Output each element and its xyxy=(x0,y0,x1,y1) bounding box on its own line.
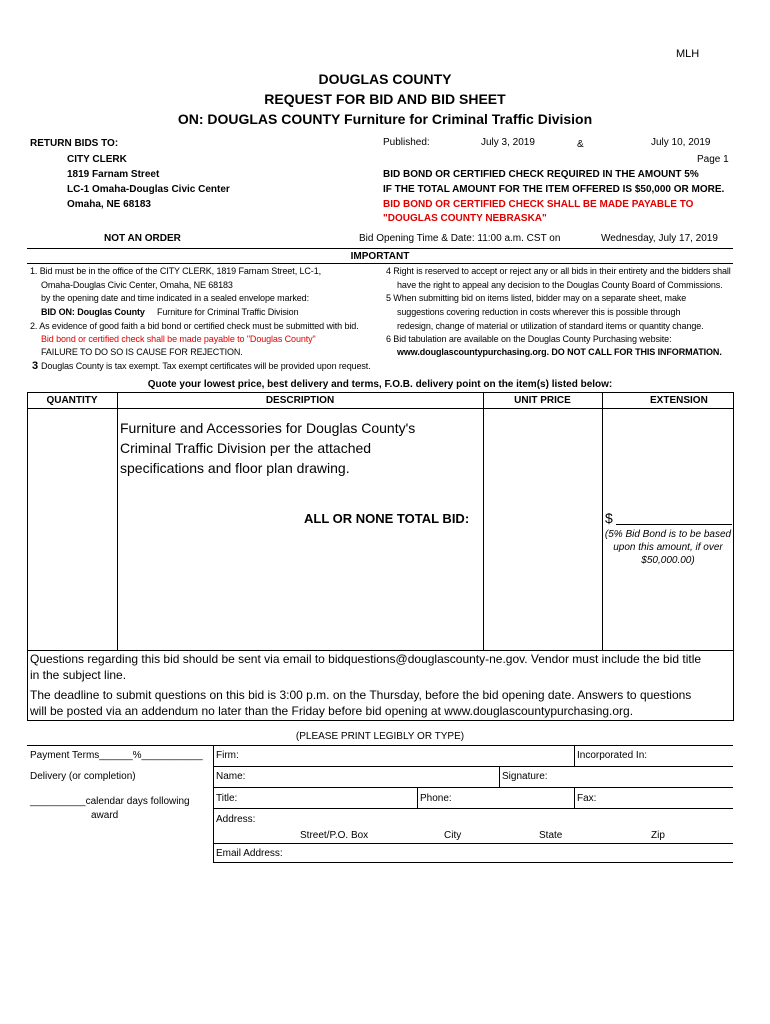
city-label: City xyxy=(444,830,462,841)
questions-line-1: Questions regarding this bid should be sent via email to bidquestions@douglascounty-ne.gov. Vendor must include the bid title xyxy=(30,652,702,666)
form-cell-divider xyxy=(574,745,575,766)
bid-opening-date: Wednesday, July 17, 2019 xyxy=(601,233,718,244)
important-right-6: 6 Bid tabulation are available on the Douglas County Purchasing website: xyxy=(386,334,672,344)
published-date-1: July 3, 2019 xyxy=(481,137,535,148)
bid-subject-title: ON: DOUGLAS COUNTY Furniture for Criminal Traffic Division xyxy=(177,111,593,127)
form-bottom-border xyxy=(213,862,733,863)
col-quantity: QUANTITY xyxy=(46,395,98,406)
table-right-border xyxy=(733,392,734,720)
col-description: DESCRIPTION xyxy=(265,395,335,406)
deadline-line-2: will be posted via an addendum no later than the Friday before bid opening at www.douglascountypurchasing.org. xyxy=(30,704,634,718)
total-bid-label: ALL OR NONE TOTAL BID: xyxy=(304,511,470,526)
important-right-3: 5 When submitting bid on items listed, bidder may on a separate sheet, make xyxy=(386,293,687,303)
phone-field[interactable]: Phone: xyxy=(420,793,452,804)
questions-bottom-border xyxy=(27,720,734,721)
delivery-label: Delivery (or completion) xyxy=(30,771,136,782)
divider xyxy=(27,263,733,264)
published-label: Published: xyxy=(383,137,430,148)
incorporated-field[interactable]: Incorporated In: xyxy=(577,750,648,761)
table-top-border xyxy=(27,392,733,393)
important-item-3-number: 3 xyxy=(32,360,39,372)
name-field[interactable]: Name: xyxy=(216,771,246,782)
return-bids-label: RETURN BIDS TO: xyxy=(30,138,119,149)
form-cell-divider xyxy=(417,787,418,808)
bond-red-line-1: BID BOND OR CERTIFIED CHECK SHALL BE MADE PAYABLE TO xyxy=(383,199,694,210)
important-line-5: 2. As evidence of good faith a bid bond or certified check must be submitted with bid. xyxy=(30,321,359,331)
important-bid-on-subject: Furniture for Criminal Traffic Division xyxy=(157,307,299,317)
important-line-2: Omaha-Douglas Civic Center, Omaha, NE 68183 xyxy=(41,280,233,290)
column-divider xyxy=(117,392,118,650)
important-right-7: www.douglascountypurchasing.org. DO NOT CALL FOR THIS INFORMATION. xyxy=(397,347,722,357)
column-divider xyxy=(483,392,484,650)
request-title: REQUEST FOR BID AND BID SHEET xyxy=(264,91,506,107)
form-cell-divider xyxy=(574,787,575,808)
important-line-3: by the opening date and time indicated in a sealed envelope marked: xyxy=(41,293,309,303)
important-right-5: redesign, change of material or utilization of standard items or quantity change. xyxy=(397,321,704,331)
page-number: Page 1 xyxy=(697,154,729,165)
print-note: (PLEASE PRINT LEGIBLY OR TYPE) xyxy=(295,731,465,742)
bond-red-line-2: "DOUGLAS COUNTY NEBRASKA" xyxy=(383,213,547,224)
col-extension: EXTENSION xyxy=(650,395,708,406)
important-bid-on: BID ON: Douglas County xyxy=(41,307,145,317)
col-unit-price: UNIT PRICE xyxy=(514,395,571,406)
bond-note-3: $50,000.00) xyxy=(641,555,695,566)
divider xyxy=(27,248,733,249)
email-field[interactable]: Email Address: xyxy=(216,848,283,859)
bid-opening-label: Bid Opening Time & Date: 11:00 a.m. CST on xyxy=(359,233,561,244)
payment-terms-field[interactable]: Payment Terms______%___________ xyxy=(30,750,203,761)
important-line-7: FAILURE TO DO SO IS CAUSE FOR REJECTION. xyxy=(41,347,243,357)
firm-field[interactable]: Firm: xyxy=(216,750,239,761)
important-line-1: 1. Bid must be in the office of the CITY CLERK, 1819 Farnam Street, LC-1, xyxy=(30,266,322,276)
calendar-days-field[interactable]: __________calendar days following xyxy=(30,796,190,807)
bond-note-2: upon this amount, if over xyxy=(613,542,723,553)
bond-line-2: IF THE TOTAL AMOUNT FOR THE ITEM OFFERED IS $50,000 OR MORE. xyxy=(383,184,725,195)
not-an-order: NOT AN ORDER xyxy=(104,233,181,244)
form-top-border xyxy=(27,745,733,746)
form-column-divider xyxy=(213,745,214,862)
table-left-border xyxy=(27,392,28,720)
dollar-sign: $ xyxy=(605,510,613,526)
title-field[interactable]: Title: xyxy=(216,793,238,804)
important-right-4: suggestions covering reduction in costs wherever this is possible through xyxy=(397,307,681,317)
column-divider xyxy=(602,392,603,650)
form-cell-divider xyxy=(499,766,500,787)
address-field[interactable]: Address: xyxy=(216,814,256,825)
item-description-2: Criminal Traffic Division per the attached xyxy=(120,440,372,456)
return-line-4: Omaha, NE 68183 xyxy=(67,199,151,210)
award-label: award xyxy=(91,810,119,821)
questions-line-2: in the subject line. xyxy=(30,668,127,682)
signature-field[interactable]: Signature: xyxy=(502,771,548,782)
form-row-divider xyxy=(213,787,733,788)
important-right-1: 4 Right is reserved to accept or reject any or all bids in their entirety and the bidders shall xyxy=(386,266,731,276)
item-description-3: specifications and floor plan drawing. xyxy=(120,460,350,476)
form-row-divider xyxy=(213,766,733,767)
form-row-divider xyxy=(213,843,733,844)
bond-note-1: (5% Bid Bond is to be based xyxy=(604,529,732,540)
important-title: IMPORTANT xyxy=(350,251,410,262)
total-bid-field[interactable] xyxy=(616,524,732,525)
important-line-8: Douglas County is tax exempt. Tax exempt certificates will be provided upon request. xyxy=(41,361,371,371)
street-label: Street/P.O. Box xyxy=(300,830,369,841)
published-amp: & xyxy=(577,139,584,150)
table-bottom-border xyxy=(27,650,733,651)
return-line-3: LC-1 Omaha-Douglas Civic Center xyxy=(67,184,230,195)
deadline-line-1: The deadline to submit questions on this bid is 3:00 p.m. on the Thursday, before the bid opening date. Answers to questions xyxy=(30,688,692,702)
form-row-divider xyxy=(213,808,733,809)
quote-line: Quote your lowest price, best delivery and terms, F.O.B. delivery point on the item(s) listed below: xyxy=(147,379,613,390)
important-line-6: Bid bond or certified check shall be made payable to "Douglas County" xyxy=(41,334,316,344)
initials: MLH xyxy=(676,48,700,60)
important-right-2: have the right to appeal any decision to the Douglas County Board of Commissions. xyxy=(397,280,723,290)
return-line-1: CITY CLERK xyxy=(67,154,127,165)
county-title: DOUGLAS COUNTY xyxy=(318,71,452,87)
published-date-2: July 10, 2019 xyxy=(651,137,711,148)
table-header-border xyxy=(27,408,733,409)
bond-line-1: BID BOND OR CERTIFIED CHECK REQUIRED IN THE AMOUNT 5% xyxy=(383,169,699,180)
fax-field[interactable]: Fax: xyxy=(577,793,597,804)
return-line-2: 1819 Farnam Street xyxy=(67,169,160,180)
zip-label: Zip xyxy=(651,830,665,841)
item-description-1: Furniture and Accessories for Douglas County's xyxy=(120,420,416,436)
state-label: State xyxy=(539,830,563,841)
